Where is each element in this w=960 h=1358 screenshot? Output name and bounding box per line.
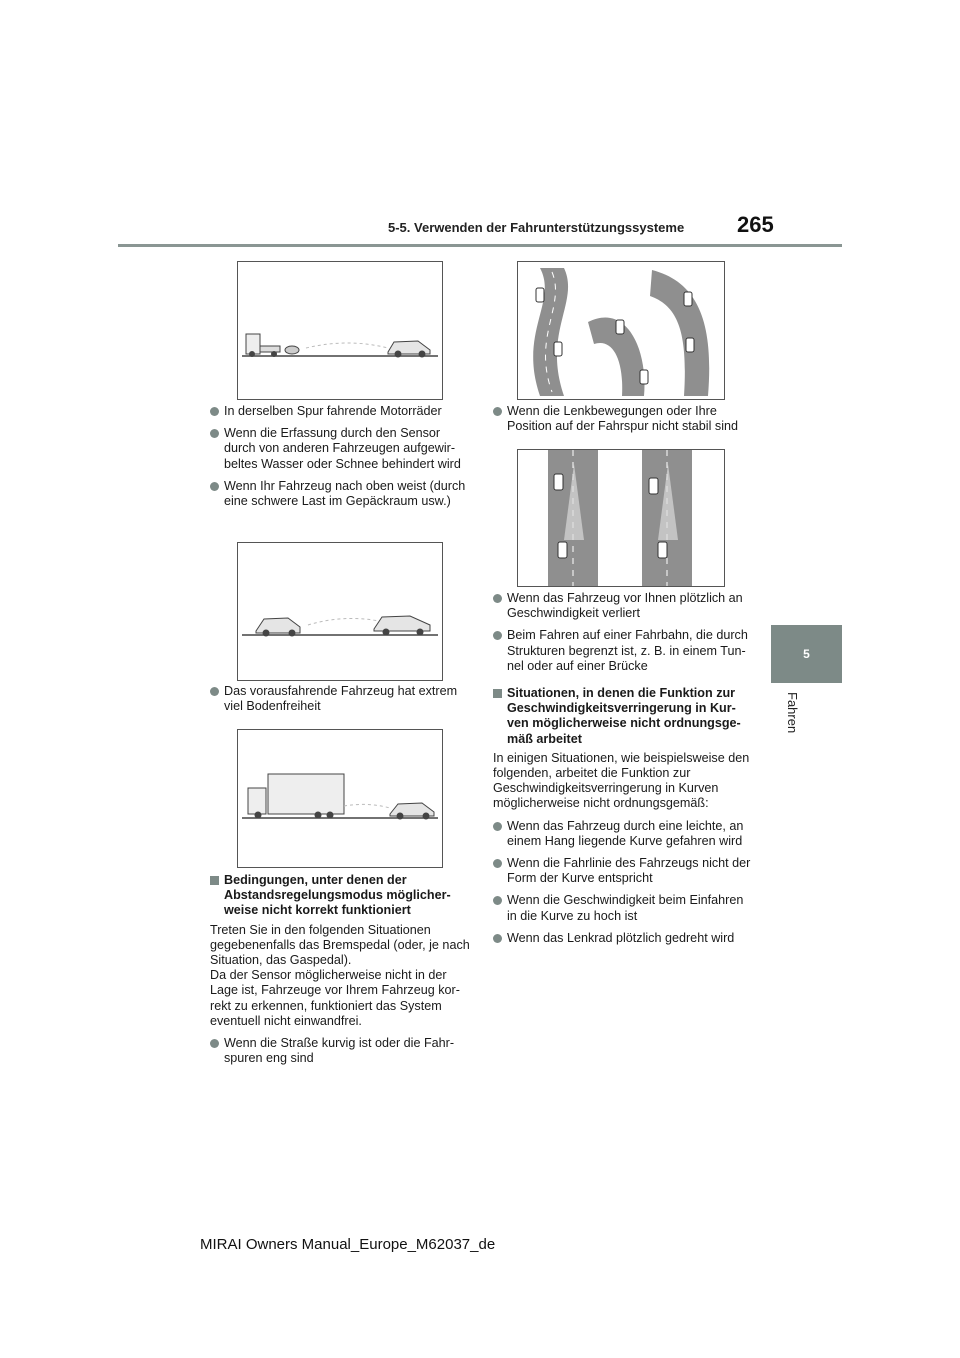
section-heading: Bedingungen, unter denen der Abstandsregelungsmodus möglicher-weise nicht korrekt funktioniert: [210, 873, 472, 919]
section-heading: Situationen, in denen die Funktion zur Geschwindigkeitsverringerung in Kur-ven möglicherweise nicht ordnungsge-mäß arbeitet: [493, 686, 755, 747]
figure-ground-clearance: [237, 542, 443, 681]
right-section: [493, 680, 755, 953]
left-bullets-a: [210, 404, 472, 516]
motorcycle-illustration: [238, 262, 442, 399]
truck-illustration: [238, 730, 442, 867]
figure-lanes: [517, 449, 725, 587]
list-item: Wenn die Lenkbewegungen oder Ihre Position auf der Fahrspur nicht stabil sind: [493, 404, 755, 434]
clearance-illustration: [238, 543, 442, 680]
section-title: 5-5. Verwenden der Fahrunterstützungssysteme: [388, 220, 685, 235]
figure-motorcycle: [237, 261, 443, 400]
right-bullets-b: [493, 591, 755, 681]
lanes-illustration: [518, 450, 724, 586]
list-item: Wenn Ihr Fahrzeug nach oben weist (durch eine schwere Last im Gepäckraum usw.): [210, 479, 472, 509]
curves-illustration: [518, 262, 724, 399]
left-section: [210, 867, 472, 1073]
footer-text: MIRAI Owners Manual_Europe_M62037_de: [200, 1236, 496, 1253]
chapter-number: 5: [803, 647, 810, 661]
list-item: Das vorausfahrende Fahrzeug hat extrem viel Bodenfreiheit: [210, 684, 472, 714]
header-divider: [118, 244, 842, 247]
chapter-tab[interactable]: [771, 625, 842, 683]
list-item: Wenn das Fahrzeug durch eine leichte, an einem Hang liegende Kurve gefahren wird: [493, 819, 755, 849]
paragraph: Treten Sie in den folgenden Situationen gegebenenfalls das Bremspedal (oder, je nach Situation, das Gaspedal). Da der Sensor möglicherweise nicht in der Lage ist, Fahrzeuge vor Ihrem Fahrzeug kor-rekt zu erkennen, funktioniert das System eventuell nicht einwandfrei.: [210, 922, 470, 1028]
left-bullets-b: [210, 684, 472, 721]
paragraph: In einigen Situationen, wie beispielsweise den folgenden, arbeitet die Funktion zur Geschwindigkeitsverringerung in Kurven möglicherweise nicht ordnungsgemäß:: [493, 750, 750, 811]
list-item: Beim Fahren auf einer Fahrbahn, die durch Strukturen begrenzt ist, z. B. in einem Tun-nel oder auf einer Brücke: [493, 628, 755, 674]
right-bullets-a: [493, 404, 755, 441]
figure-curves: [517, 261, 725, 400]
list-item: Wenn die Geschwindigkeit beim Einfahren in die Kurve zu hoch ist: [493, 893, 755, 923]
list-item: In derselben Spur fahrende Motorräder: [210, 404, 472, 419]
list-item: Wenn das Fahrzeug vor Ihnen plötzlich an Geschwindigkeit verliert: [493, 591, 755, 621]
list-item: Wenn die Fahrlinie des Fahrzeugs nicht der Form der Kurve entspricht: [493, 856, 755, 886]
list-item: Wenn das Lenkrad plötzlich gedreht wird: [493, 931, 755, 946]
figure-truck: [237, 729, 443, 868]
list-item: Wenn die Straße kurvig ist oder die Fahr-spuren eng sind: [210, 1036, 472, 1066]
page-number: 265: [737, 212, 774, 237]
chapter-label: Fahren: [785, 692, 800, 734]
list-item: Wenn die Erfassung durch den Sensor durch von anderen Fahrzeugen aufgewir-beltes Wasser oder Schnee behindert wird: [210, 426, 472, 472]
